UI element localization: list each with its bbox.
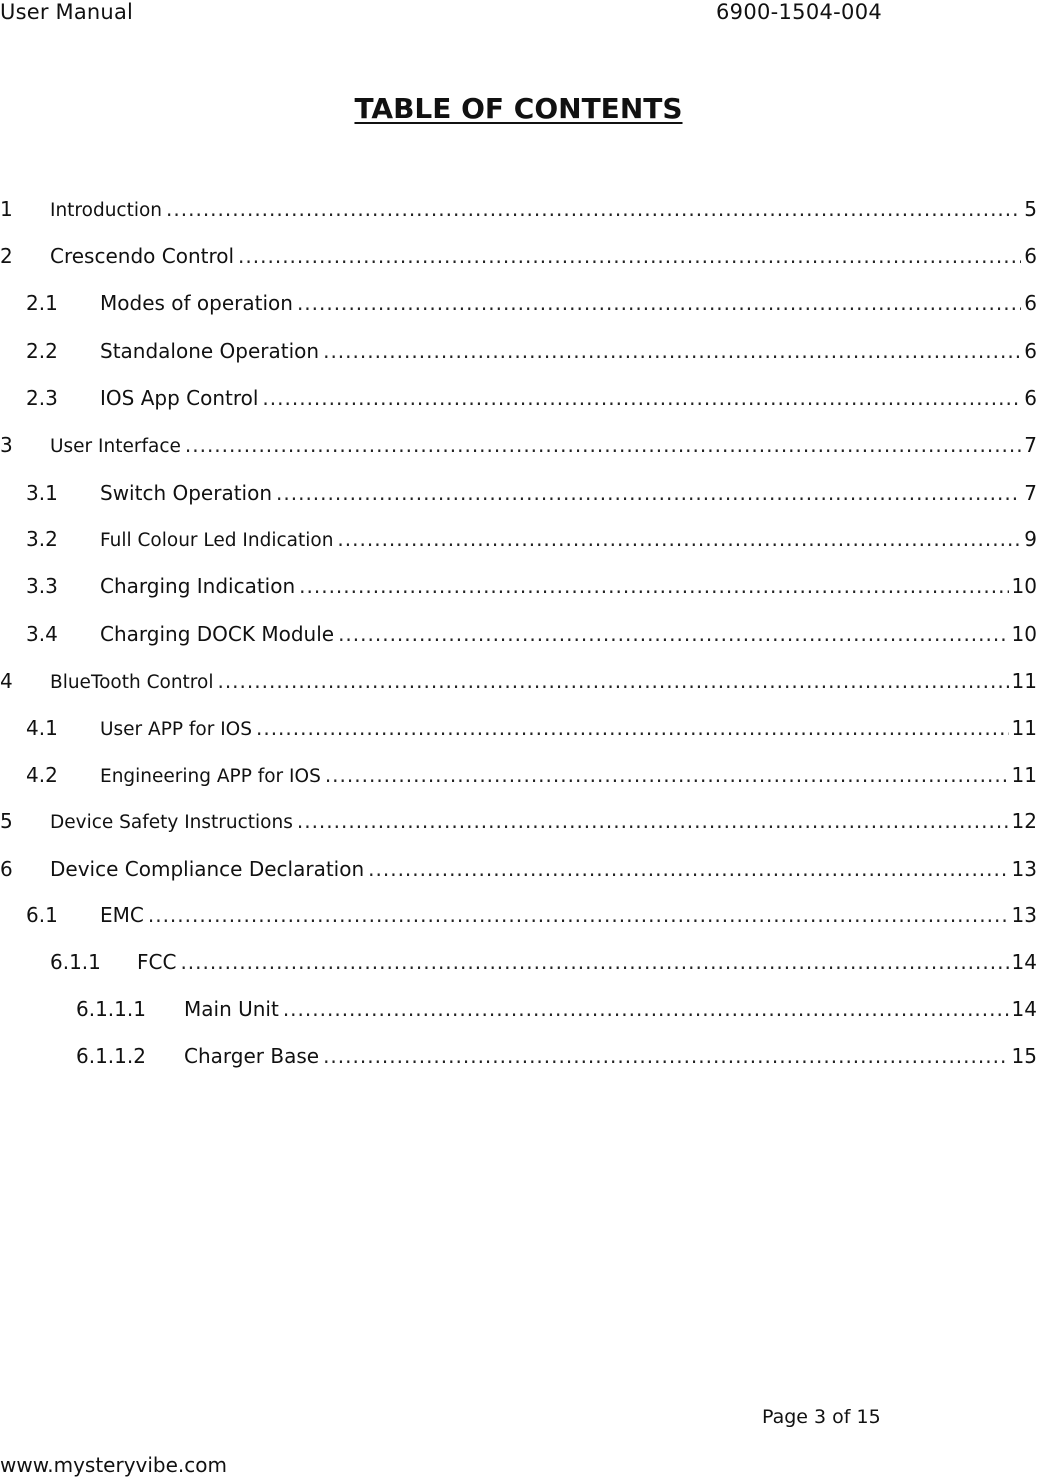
toc-entry-number: 3.3 [26, 574, 58, 598]
toc-entry-page: 9 [1024, 527, 1037, 551]
toc-entry-label: Charging DOCK Module [100, 622, 335, 646]
toc-entry-label: Introduction [50, 200, 163, 221]
toc-dot-leader [323, 1044, 1008, 1068]
toc-entry-number: 6.1.1.2 [76, 1044, 146, 1068]
toc-entry-page: 12 [1011, 809, 1037, 833]
toc-entry-label: Modes of operation [100, 291, 293, 315]
toc-dot-leader [185, 433, 1021, 457]
toc-entry-page: 13 [1011, 903, 1037, 927]
toc-entry-page: 11 [1011, 763, 1037, 787]
toc-entry-page: 11 [1011, 716, 1037, 740]
toc-entry[interactable] [0, 716, 1037, 746]
toc-entry-number: 6 [0, 857, 13, 881]
toc-entry-page: 14 [1011, 997, 1037, 1021]
toc-dot-leader [148, 903, 1009, 927]
toc-entry-page: 6 [1024, 339, 1037, 363]
toc-dot-leader [297, 809, 1009, 833]
toc-entry[interactable] [0, 950, 1037, 980]
header-document-title: User Manual [0, 0, 134, 24]
toc-entry-number: 2.2 [26, 339, 58, 363]
toc-dot-leader [276, 481, 1021, 505]
toc-entry-number: 2.3 [26, 386, 58, 410]
toc-entry-number: 6.1.1 [50, 950, 101, 974]
toc-entry-number: 6.1.1.1 [76, 997, 146, 1021]
toc-entry[interactable] [0, 339, 1037, 369]
toc-entry-page: 10 [1011, 574, 1037, 598]
toc-entry-label: Charging Indication [100, 574, 296, 598]
toc-dot-leader [166, 197, 1021, 221]
page-number: Page 3 of 15 [762, 1406, 881, 1428]
toc-entry-label: Device Compliance Declaration [50, 857, 365, 881]
toc-dot-leader [325, 763, 1009, 787]
toc-entry-page: 6 [1024, 244, 1037, 268]
toc-dot-leader [368, 857, 1008, 881]
toc-entry-label: IOS App Control [100, 386, 259, 410]
toc-entry-page: 6 [1024, 386, 1037, 410]
toc-entry-page: 10 [1011, 622, 1037, 646]
toc-entry-page: 7 [1024, 433, 1037, 457]
toc-entry-number: 3.1 [26, 481, 58, 505]
toc-entry[interactable] [0, 433, 1037, 463]
toc-entry-number: 4 [0, 669, 13, 693]
toc-entry-label: Device Safety Instructions [50, 812, 293, 833]
toc-entry[interactable] [0, 386, 1037, 416]
header-document-number: 6900-1504-004 [716, 0, 883, 24]
toc-entry-number: 3 [0, 433, 13, 457]
toc-dot-leader [299, 574, 1008, 598]
toc-entry[interactable] [0, 291, 1037, 321]
toc-dot-leader [180, 950, 1008, 974]
toc-entry-label: Crescendo Control [50, 244, 235, 268]
toc-dot-leader [337, 527, 1021, 551]
toc-entry[interactable] [0, 481, 1037, 511]
toc-entry-label: User Interface [50, 436, 181, 457]
toc-entry-label: EMC [100, 903, 144, 927]
footer-website[interactable]: www.mysteryvibe.com [0, 1453, 228, 1477]
toc-entry-label: Full Colour Led Indication [100, 530, 334, 551]
toc-entry[interactable] [0, 574, 1037, 604]
toc-entry-number: 2.1 [26, 291, 58, 315]
toc-entry-number: 2 [0, 244, 13, 268]
toc-entry-label: Standalone Operation [100, 339, 320, 363]
toc-dot-leader [217, 669, 1008, 693]
toc-entry-page: 14 [1011, 950, 1037, 974]
toc-entry-label: BlueTooth Control [50, 672, 214, 693]
toc-dot-leader [297, 291, 1021, 315]
toc-dot-leader [262, 386, 1021, 410]
toc-dot-leader [238, 244, 1021, 268]
toc-entry-label: FCC [137, 950, 177, 974]
toc-entry-label: Main Unit [184, 997, 279, 1021]
toc-entry[interactable] [0, 622, 1037, 652]
page-title: TABLE OF CONTENTS [354, 92, 683, 125]
toc-entry[interactable] [0, 669, 1037, 699]
toc-entry-number: 5 [0, 809, 13, 833]
toc-entry-page: 7 [1024, 481, 1037, 505]
toc-entry-label: Engineering APP for IOS [100, 766, 321, 787]
toc-entry-page: 13 [1011, 857, 1037, 881]
toc-entry-number: 3.2 [26, 527, 58, 551]
toc-entry-page: 6 [1024, 291, 1037, 315]
toc-entry-number: 3.4 [26, 622, 58, 646]
toc-entry-page: 11 [1011, 669, 1037, 693]
toc-entry-page: 15 [1011, 1044, 1037, 1068]
toc-entry[interactable] [0, 997, 1037, 1027]
toc-entry[interactable] [0, 903, 1037, 933]
toc-entry[interactable] [0, 244, 1037, 274]
toc-dot-leader [323, 339, 1021, 363]
toc-entry-number: 6.1 [26, 903, 58, 927]
toc-entry[interactable] [0, 1044, 1037, 1074]
toc-dot-leader [256, 716, 1009, 740]
toc-entry-page: 5 [1024, 197, 1037, 221]
toc-entry[interactable] [0, 809, 1037, 839]
toc-entry-number: 1 [0, 197, 13, 221]
toc-entry-label: Switch Operation [100, 481, 273, 505]
toc-dot-leader [338, 622, 1008, 646]
toc-entry[interactable] [0, 527, 1037, 557]
toc-entry-number: 4.1 [26, 716, 58, 740]
toc-entry-label: User APP for IOS [100, 719, 252, 740]
toc-entry-number: 4.2 [26, 763, 58, 787]
toc-entry[interactable] [0, 857, 1037, 887]
toc-entry[interactable] [0, 763, 1037, 793]
toc-entry[interactable] [0, 197, 1037, 227]
toc-dot-leader [283, 997, 1009, 1021]
toc-entry-label: Charger Base [184, 1044, 320, 1068]
